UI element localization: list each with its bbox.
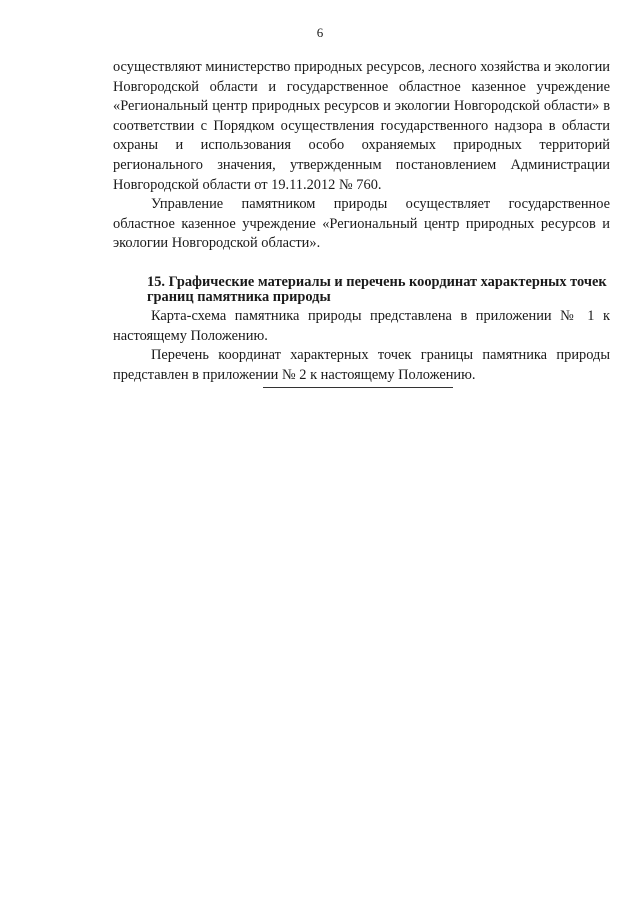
paragraph-control-authorities: осуществляют министерство природных ресурсов, лесного хозяйства и экологии Новгородской области и государственное областное казенное учреждение «Региональный центр природных ресурсов и экологии Новгородской области» в соответствии с Порядком осуществления государственного надзора в области охраны и использования особо охраняемых природных территорий регионального значения, утвержденным постановлением Администрации Новгородской области от 19.11.2012 № 760. (113, 59, 610, 193)
paragraph-map-appendix: Карта-схема памятника природы представлена в приложении № 1 к настоящему Положению. (113, 307, 610, 344)
document-body (113, 58, 610, 385)
page-number: 6 (316, 25, 324, 40)
section-15-heading: 15. Графические материалы и перечень координат характерных точек границ памятника природы (147, 273, 607, 305)
end-of-document-rule (263, 387, 453, 388)
paragraph-coordinates-appendix: Перечень координат характерных точек границы памятника природы представлен в приложении № 2 к настоящему Положению. (113, 347, 610, 383)
paragraph-management: Управление памятником природы осуществляет государственное областное казенное учреждение «Региональный центр природных ресурсов и экологии Новгородской области». (113, 196, 610, 252)
